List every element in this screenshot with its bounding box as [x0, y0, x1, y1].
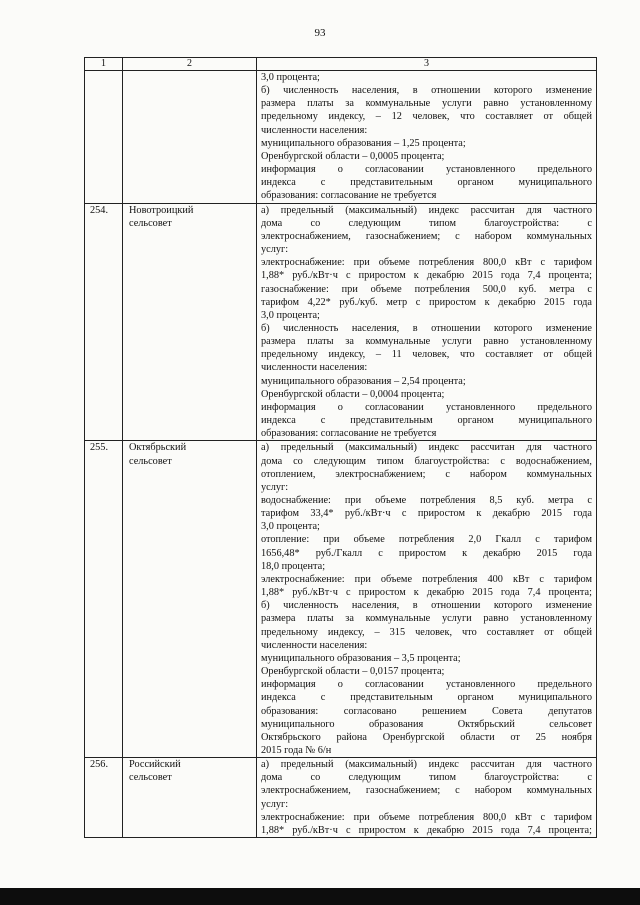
- description-line: размера платы за коммунальные услуги равно установленному: [261, 613, 592, 625]
- description-line: индекса с представительным органом муниципального: [261, 177, 592, 189]
- description-line: дома со следующим типом благоустройства: с: [261, 217, 592, 229]
- description-line: 1,88* руб./кВт·ч с приростом к декабрю 2015 года 7,4 процента;: [261, 270, 592, 282]
- page-number: 93: [314, 27, 326, 39]
- description-line: 3,0 процента;: [261, 521, 320, 533]
- description-line: дома со следующим типом благоустройства: с водоснабжением,: [261, 455, 592, 467]
- description-line: муниципального образования – 3,5 процента;: [261, 652, 461, 664]
- description-line: образования: согласование не требуется: [261, 190, 437, 202]
- row-number: 256.: [85, 758, 123, 838]
- table-row: [85, 203, 597, 441]
- municipality-name-line: сельсовет: [129, 217, 172, 229]
- description-line: Оренбургской области – 0,0157 процента;: [261, 666, 445, 678]
- description-line: б) численность населения, в отношении которого изменение: [261, 85, 592, 97]
- description-line: электроснабжение: при объеме потребления 800,0 кВт с тарифом: [261, 811, 592, 823]
- description-line: электроснабжение: при объеме потребления 800,0 кВт с тарифом: [261, 257, 592, 269]
- description-line: информация о согласовании установленного предельного: [261, 401, 592, 413]
- row-number: 254.: [85, 203, 123, 441]
- description-line: образования: согласовано решением Совета депутатов: [261, 705, 592, 717]
- description-line: информация о согласовании установленного предельного: [261, 164, 592, 176]
- description-line: газоснабжение: при объеме потребления 500,0 куб. метра с: [261, 283, 592, 295]
- header-col-1: 1: [85, 58, 123, 71]
- description-line: а) предельный (максимальный) индекс рассчитан для частного: [261, 204, 592, 216]
- description-line: тарифом 33,4* руб./кВт·ч с приростом к декабрю 2015 года: [261, 508, 592, 520]
- description-line: услуг:: [261, 798, 289, 810]
- description-line: водоснабжение: при объеме потребления 8,5 куб. метра с: [261, 495, 592, 506]
- table-row: [85, 71, 597, 204]
- description-line: тарифом 4,22* руб./куб. метр с приростом к декабрю 2015 года: [261, 296, 592, 308]
- description-line: электроснабжением, газоснабжением; с набором коммунальных: [261, 230, 592, 242]
- row-number: [85, 71, 123, 204]
- description-line: б) численность населения, в отношении которого изменение: [261, 322, 592, 334]
- description-line: услуг:: [261, 244, 289, 256]
- description-line: 2015 года № 6/н: [261, 744, 332, 756]
- description-line: образования: согласование не требуется: [261, 428, 437, 440]
- table-row: [85, 441, 597, 758]
- description-line: индекса с представительным органом муниципального: [261, 415, 592, 427]
- description-line: численности населения:: [261, 362, 368, 374]
- description-line: Оренбургской области – 0,0004 процента;: [261, 388, 445, 400]
- index-description: [257, 203, 597, 441]
- municipality-name: [123, 203, 257, 441]
- description-line: муниципального образования – 1,25 процента;: [261, 137, 466, 149]
- row-number: 255.: [85, 441, 123, 758]
- description-line: электроснабжение: при объеме потребления 400 кВт с тарифом: [261, 573, 592, 585]
- municipality-name-line: Российский: [129, 759, 181, 771]
- index-description: [257, 441, 597, 758]
- description-line: отоплением, электроснабжением; с набором коммунальных: [261, 468, 592, 480]
- scan-bottom-edge: [0, 888, 640, 905]
- description-line: отопление: при объеме потребления 2,0 Гкалл с тарифом: [261, 534, 592, 546]
- description-line: Октябрьского района Оренбургской области от 25 ноября: [261, 731, 592, 743]
- description-line: электроснабжением, газоснабжением; с набором коммунальных: [261, 785, 592, 797]
- description-line: численности населения:: [261, 124, 368, 136]
- index-description: [257, 758, 597, 838]
- description-line: а) предельный (максимальный) индекс рассчитан для частного: [261, 442, 592, 454]
- description-line: муниципального образования – 2,54 процента;: [261, 375, 466, 387]
- description-line: размера платы за коммунальные услуги равно установленному: [261, 98, 592, 110]
- description-line: муниципального образования Октябрьский сельсовет: [261, 718, 592, 730]
- description-line: предельному индексу, – 11 человек, что составляет от общей: [261, 349, 592, 361]
- description-line: б) численность населения, в отношении которого изменение: [261, 600, 592, 612]
- description-line: 1,88* руб./кВт·ч с приростом к декабрю 2015 года 7,4 процента;: [261, 824, 592, 836]
- description-line: дома со следующим типом благоустройства: с: [261, 772, 592, 784]
- description-line: численности населения:: [261, 639, 368, 651]
- municipality-name: [123, 758, 257, 838]
- description-line: 18,0 процента;: [261, 560, 326, 572]
- description-line: информация о согласовании установленного предельного: [261, 679, 592, 691]
- municipality-name: [123, 71, 257, 204]
- description-line: Оренбургской области – 0,0005 процента;: [261, 150, 445, 162]
- tariff-index-table: [84, 57, 597, 838]
- municipality-name-line: Октябрьский: [129, 442, 187, 454]
- description-line: а) предельный (максимальный) индекс рассчитан для частного: [261, 759, 592, 771]
- table-header-row: [85, 58, 597, 71]
- description-line: предельному индексу, – 12 человек, что составляет от общей: [261, 111, 592, 123]
- description-line: 1,88* руб./кВт·ч с приростом к декабрю 2015 года 7,4 процента;: [261, 587, 592, 599]
- description-line: предельному индексу, – 315 человек, что составляет от общей: [261, 626, 592, 638]
- description-line: индекса с представительным органом муниципального: [261, 692, 592, 704]
- description-line: 1656,48* руб./Гкалл с приростом к декабрю 2015 года: [261, 547, 592, 559]
- table-row: [85, 758, 597, 838]
- municipality-name-line: сельсовет: [129, 772, 172, 784]
- description-line: размера платы за коммунальные услуги равно установленному: [261, 336, 592, 348]
- description-line: услуг:: [261, 481, 289, 493]
- header-col-2: 2: [123, 58, 257, 71]
- municipality-name-line: Новотроицкий: [129, 204, 194, 216]
- municipality-name-line: сельсовет: [129, 455, 172, 467]
- index-description: [257, 71, 597, 204]
- description-line: 3,0 процента;: [261, 309, 320, 321]
- description-line: 3,0 процента;: [261, 72, 320, 83]
- header-col-3: 3: [257, 58, 597, 71]
- municipality-name: [123, 441, 257, 758]
